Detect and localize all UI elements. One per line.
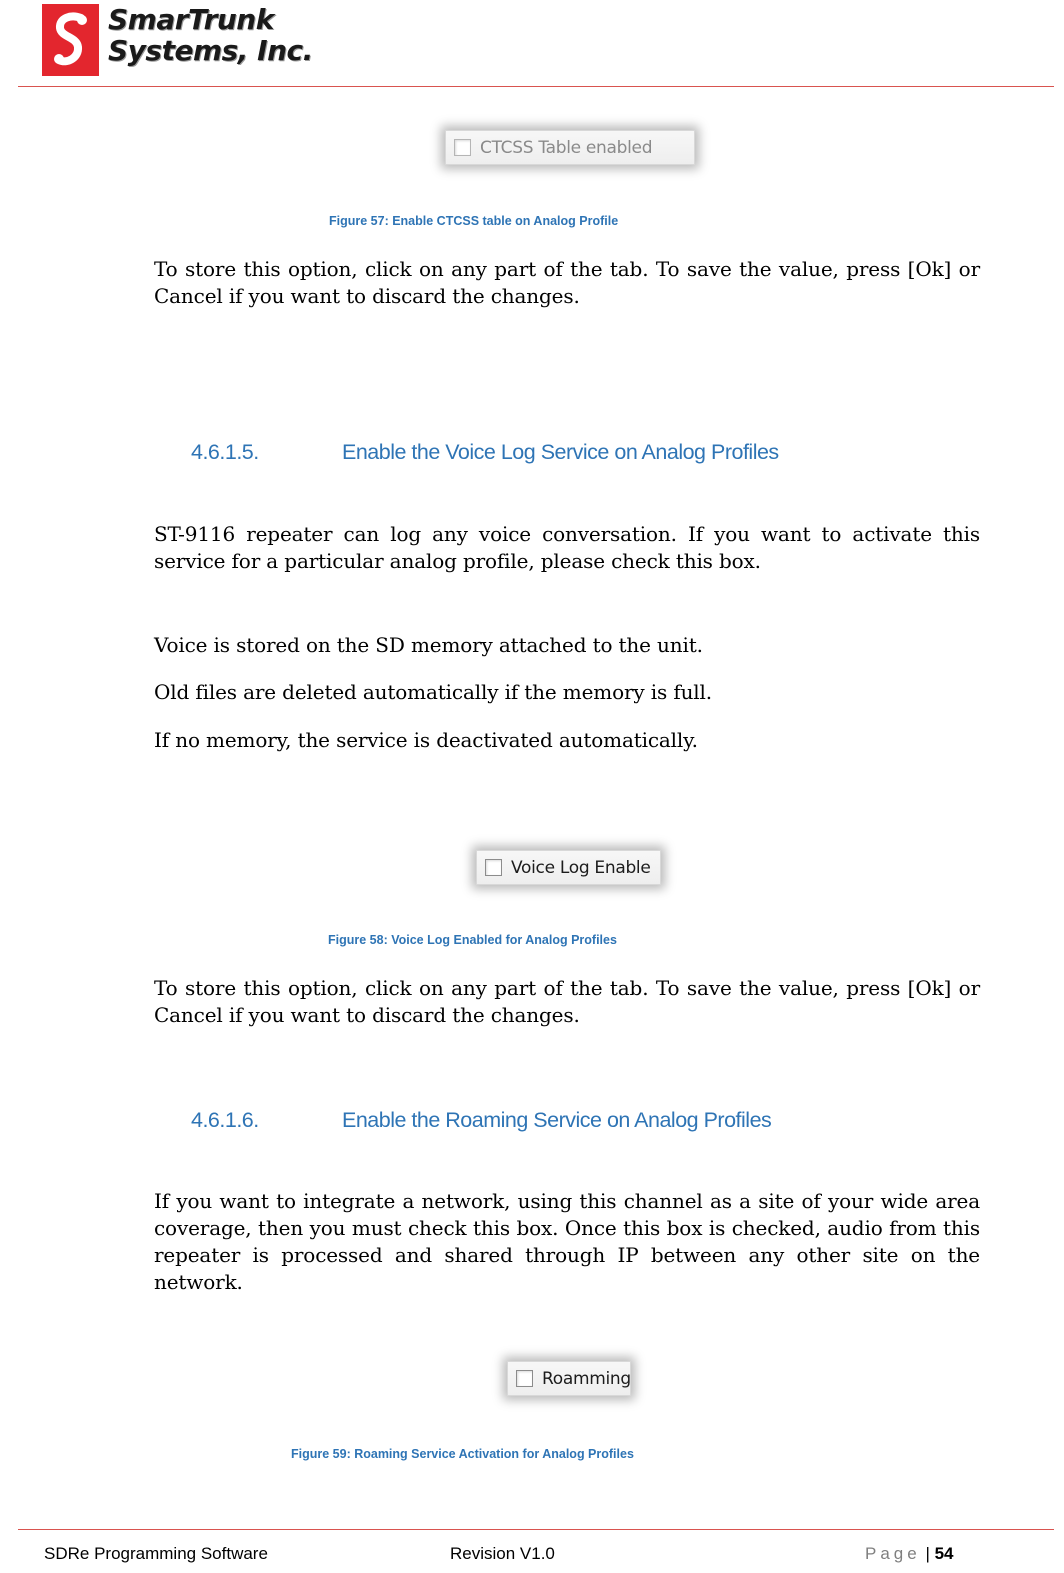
section-number-4-6-1-6: 4.6.1.6. [191,1108,259,1132]
ctcss-table-checkbox-label: CTCSS Table enabled [480,137,653,158]
roaming-checkbox[interactable] [507,1361,631,1396]
company-name-line2: Systems, Inc. [108,34,313,67]
header-divider [18,86,1054,87]
section-title-roaming: Enable the Roaming Service on Analog Profiles [342,1108,772,1132]
figure-58-caption: Figure 58: Voice Log Enabled for Analog Profiles [328,933,617,947]
voice-log-enable-checkbox[interactable] [476,850,661,885]
footer-page-label: Page [865,1544,921,1563]
figure-57-caption: Figure 57: Enable CTCSS table on Analog Profile [329,214,619,228]
checkbox-box-icon[interactable] [454,139,471,156]
footer-page [865,1544,954,1564]
checkbox-box-icon[interactable] [516,1370,533,1387]
voice-log-intro-paragraph: ST-9116 repeater can log any voice conversation. If you want to activate this service for a particular analog profile, please check this box. [154,522,980,573]
section-number-4-6-1-5: 4.6.1.5. [191,440,259,464]
footer-separator: | [925,1544,930,1563]
figure-59-caption: Figure 59: Roaming Service Activation for Analog Profiles [291,1447,634,1461]
section-title-voice-log: Enable the Voice Log Service on Analog Profiles [342,440,779,464]
company-name [108,4,313,66]
store-option-paragraph-1: To store this option, click on any part of the tab. To save the value, press [Ok] or Cancel if you want to discard the changes. [154,257,980,308]
company-name-line1: SmarTrunk [108,3,274,36]
footer-revision: Revision V1.0 [450,1544,555,1563]
company-logo-icon [42,4,99,76]
footer-product: SDRe Programming Software [44,1544,268,1563]
roaming-checkbox-label: Roamming [542,1368,631,1389]
store-option-paragraph-2: To store this option, click on any part of the tab. To save the value, press [Ok] or Cancel if you want to discard the changes. [154,976,980,1027]
ctcss-table-checkbox[interactable] [445,130,695,165]
footer-page-number: 54 [934,1544,954,1563]
roaming-intro-paragraph: If you want to integrate a network, using this channel as a site of your wide area coverage, then you must check this box. Once this box is checked, audio from this repeater is processed and shared through IP between any other site on the network. [154,1189,980,1294]
voice-log-enable-checkbox-label: Voice Log Enable [511,857,651,878]
voice-stored-paragraph: Voice is stored on the SD memory attached to the unit. [154,633,703,657]
checkbox-box-icon[interactable] [485,859,502,876]
old-files-paragraph: Old files are deleted automatically if the memory is full. [154,680,713,704]
no-memory-paragraph: If no memory, the service is deactivated automatically. [154,728,698,752]
footer-divider [18,1529,1054,1530]
